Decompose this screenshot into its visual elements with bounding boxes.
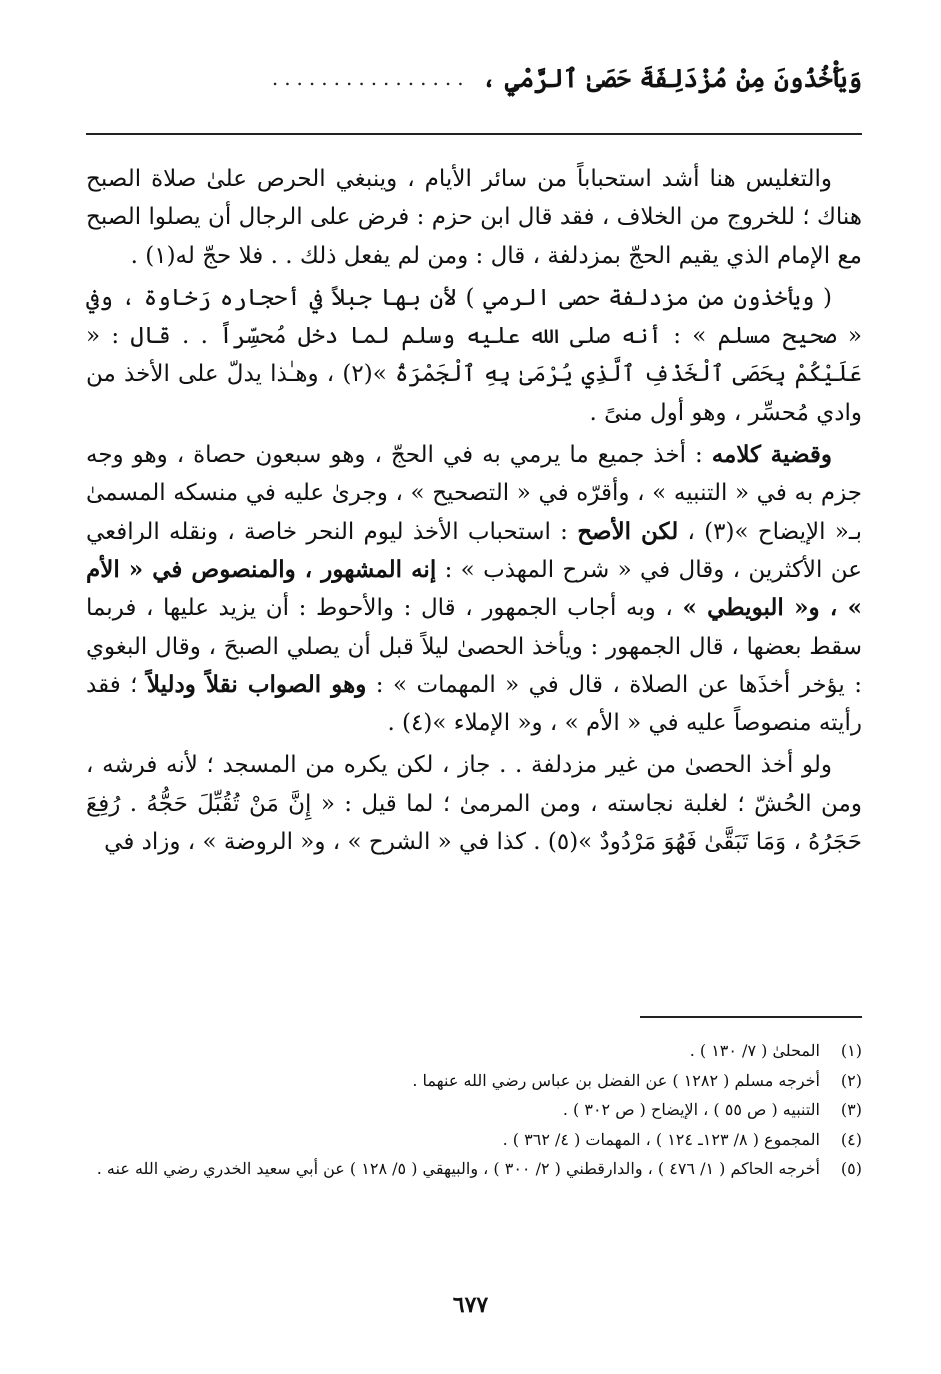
paragraph-1: والتغليس هنا أشد استحباباً من سائر الأيام ، وينبغي الحرص علىٰ صلاة الصبح هناك ؛ للخروج من الخلاف ، فقد قال ابن حزم : فرض على الرجال أن يصلوا الصبح مع الإمام الذي يقيم الحجّ بمزدلفة ، قال : ومن لم يفعل ذلك . . فلا حجّ له(١) . — [86, 166, 862, 269]
footnote-number: (٢) — [840, 1070, 862, 1090]
footnote-text: التنبيه ( ص ٥٥ ) ، الإيضاح ( ص ٣٠٢ ) . — [562, 1100, 820, 1119]
paragraph-3-part-a: : أخذ جميع ما يرمي به في الحجّ ، وهو سبعون حصاة ، وهو وجه جزم به في « التنبيه » ، وأقرّه في « التصحيح » ، وجرىٰ عليه في منسكه المسمىٰ بـ« الإيضاح »(٣) ، — [86, 442, 863, 545]
paragraph-3-bold-2: إنه المشهور ، والمنصوص في « الأم » ، و« البويطي » — [86, 555, 863, 622]
paragraph-3-part-c: ، وبه أجاب الجمهور ، قال : والأحوط : أن يزيد عليها ، فربما سقط بعضها ، قال الجمهور : ويأخذ الحصىٰ ليلاً قبل أن يصلي الصبحَ ، وقال البغوي : يؤخر أخذَها عن الصلاة ، قال في « المهمات » : — [86, 595, 862, 698]
footnote-text: أخرجه الحاكم ( ١/ ٤٧٦ ) ، والدارقطني ( ٢/ ٣٠٠ ) ، والبيهقي ( ٥/ ١٢٨ ) عن أبي سعيد الخدري رضي الله عنه . — [96, 1159, 820, 1178]
paragraph-3-bold-3: وهو الصواب نقلاً ودليلاً — [146, 670, 367, 698]
paragraph-4: ولو أخذ الحصىٰ من غير مزدلفة . . جاز ، لكن يكره من المسجد ؛ لأنه فرشه ، ومن الحُشّ ؛ لغلبة نجاسته ، ومن المرمىٰ ؛ لما قيل : « إِنَّ مَنْ تُقُبِّلَ حَجُّهُ . رُفِعَ حَجَرُهُ ، وَمَا تَبَقَّىٰ فَهُوَ مَرْدُودٌ »(٥) . كذا في « الشرح » ، و« الروضة » ، وزاد في — [86, 752, 862, 856]
paragraph-3-lead: وقضية كلامه — [711, 441, 833, 469]
footnote-item — [86, 1066, 862, 1096]
footnote-text: المجموع ( ٨/ ١٢٣ـ ١٢٤ ) ، المهمات ( ٤/ ٣٦٢ ) . — [502, 1129, 820, 1149]
footnote-text: أخرجه مسلم ( ١٢٨٢ ) عن الفضل بن عباس رضي الله عنهما . — [412, 1070, 820, 1090]
footnote-item — [86, 1095, 862, 1125]
header-title: وَيَأْخُذُونَ مِنْ مُزْدَلِفَةَ حَصَىٰ ٱلرَّمْيِ ، — [481, 63, 862, 93]
main-text — [86, 160, 862, 865]
footnote-item — [86, 1154, 862, 1184]
footnote-item — [86, 1036, 862, 1066]
paragraph-3-bold-1: لكن الأصح — [577, 517, 679, 545]
footnote-number: (٥) — [840, 1159, 862, 1178]
paragraph-3 — [86, 436, 862, 742]
footnote-item — [86, 1125, 862, 1155]
page-number: ٦٧٧ — [452, 1292, 489, 1318]
header-divider — [86, 133, 862, 135]
footnotes — [86, 1036, 862, 1184]
header-leader-dots: ................ — [271, 66, 470, 90]
footnote-number: (٣) — [840, 1100, 862, 1119]
paragraph-2: ( ويأخذون من مزدلفة حصى الرمي ) لأن بها جبلاً في أحجاره رَخاوة ، وفي « صحيح مسلم » : أنه صلى الله عليه وسلم لما دخل مُحسِّراً . . قال : « عَلَيْكُمْ بِحَصَى ٱلْخَذْفِ ٱلَّذِي يُرْمَىٰ بِهِ ٱلْجَمْرَةُ »(٢) ، وهـٰذا يدلّ على الأخذ من وادي مُحسِّر ، وهو أول منىً . — [86, 284, 862, 426]
footnote-divider — [640, 1016, 862, 1018]
paragraph-3-part-b: : استحباب الأخذ ليوم النحر خاصة ، ونقله الرافعي عن الأكثرين ، وقال في « شرح المهذب » : — [86, 518, 862, 583]
footnote-text: المحلىٰ ( ٧/ ١٣٠ ) . — [689, 1041, 820, 1060]
footnote-number: (٤) — [840, 1129, 862, 1149]
running-header — [86, 52, 862, 104]
paragraph-3-part-d: ؛ فقد رأيته منصوصاً عليه في « الأم » ، و« الإملاء »(٤) . — [86, 671, 862, 737]
footnote-number: (١) — [840, 1041, 862, 1060]
